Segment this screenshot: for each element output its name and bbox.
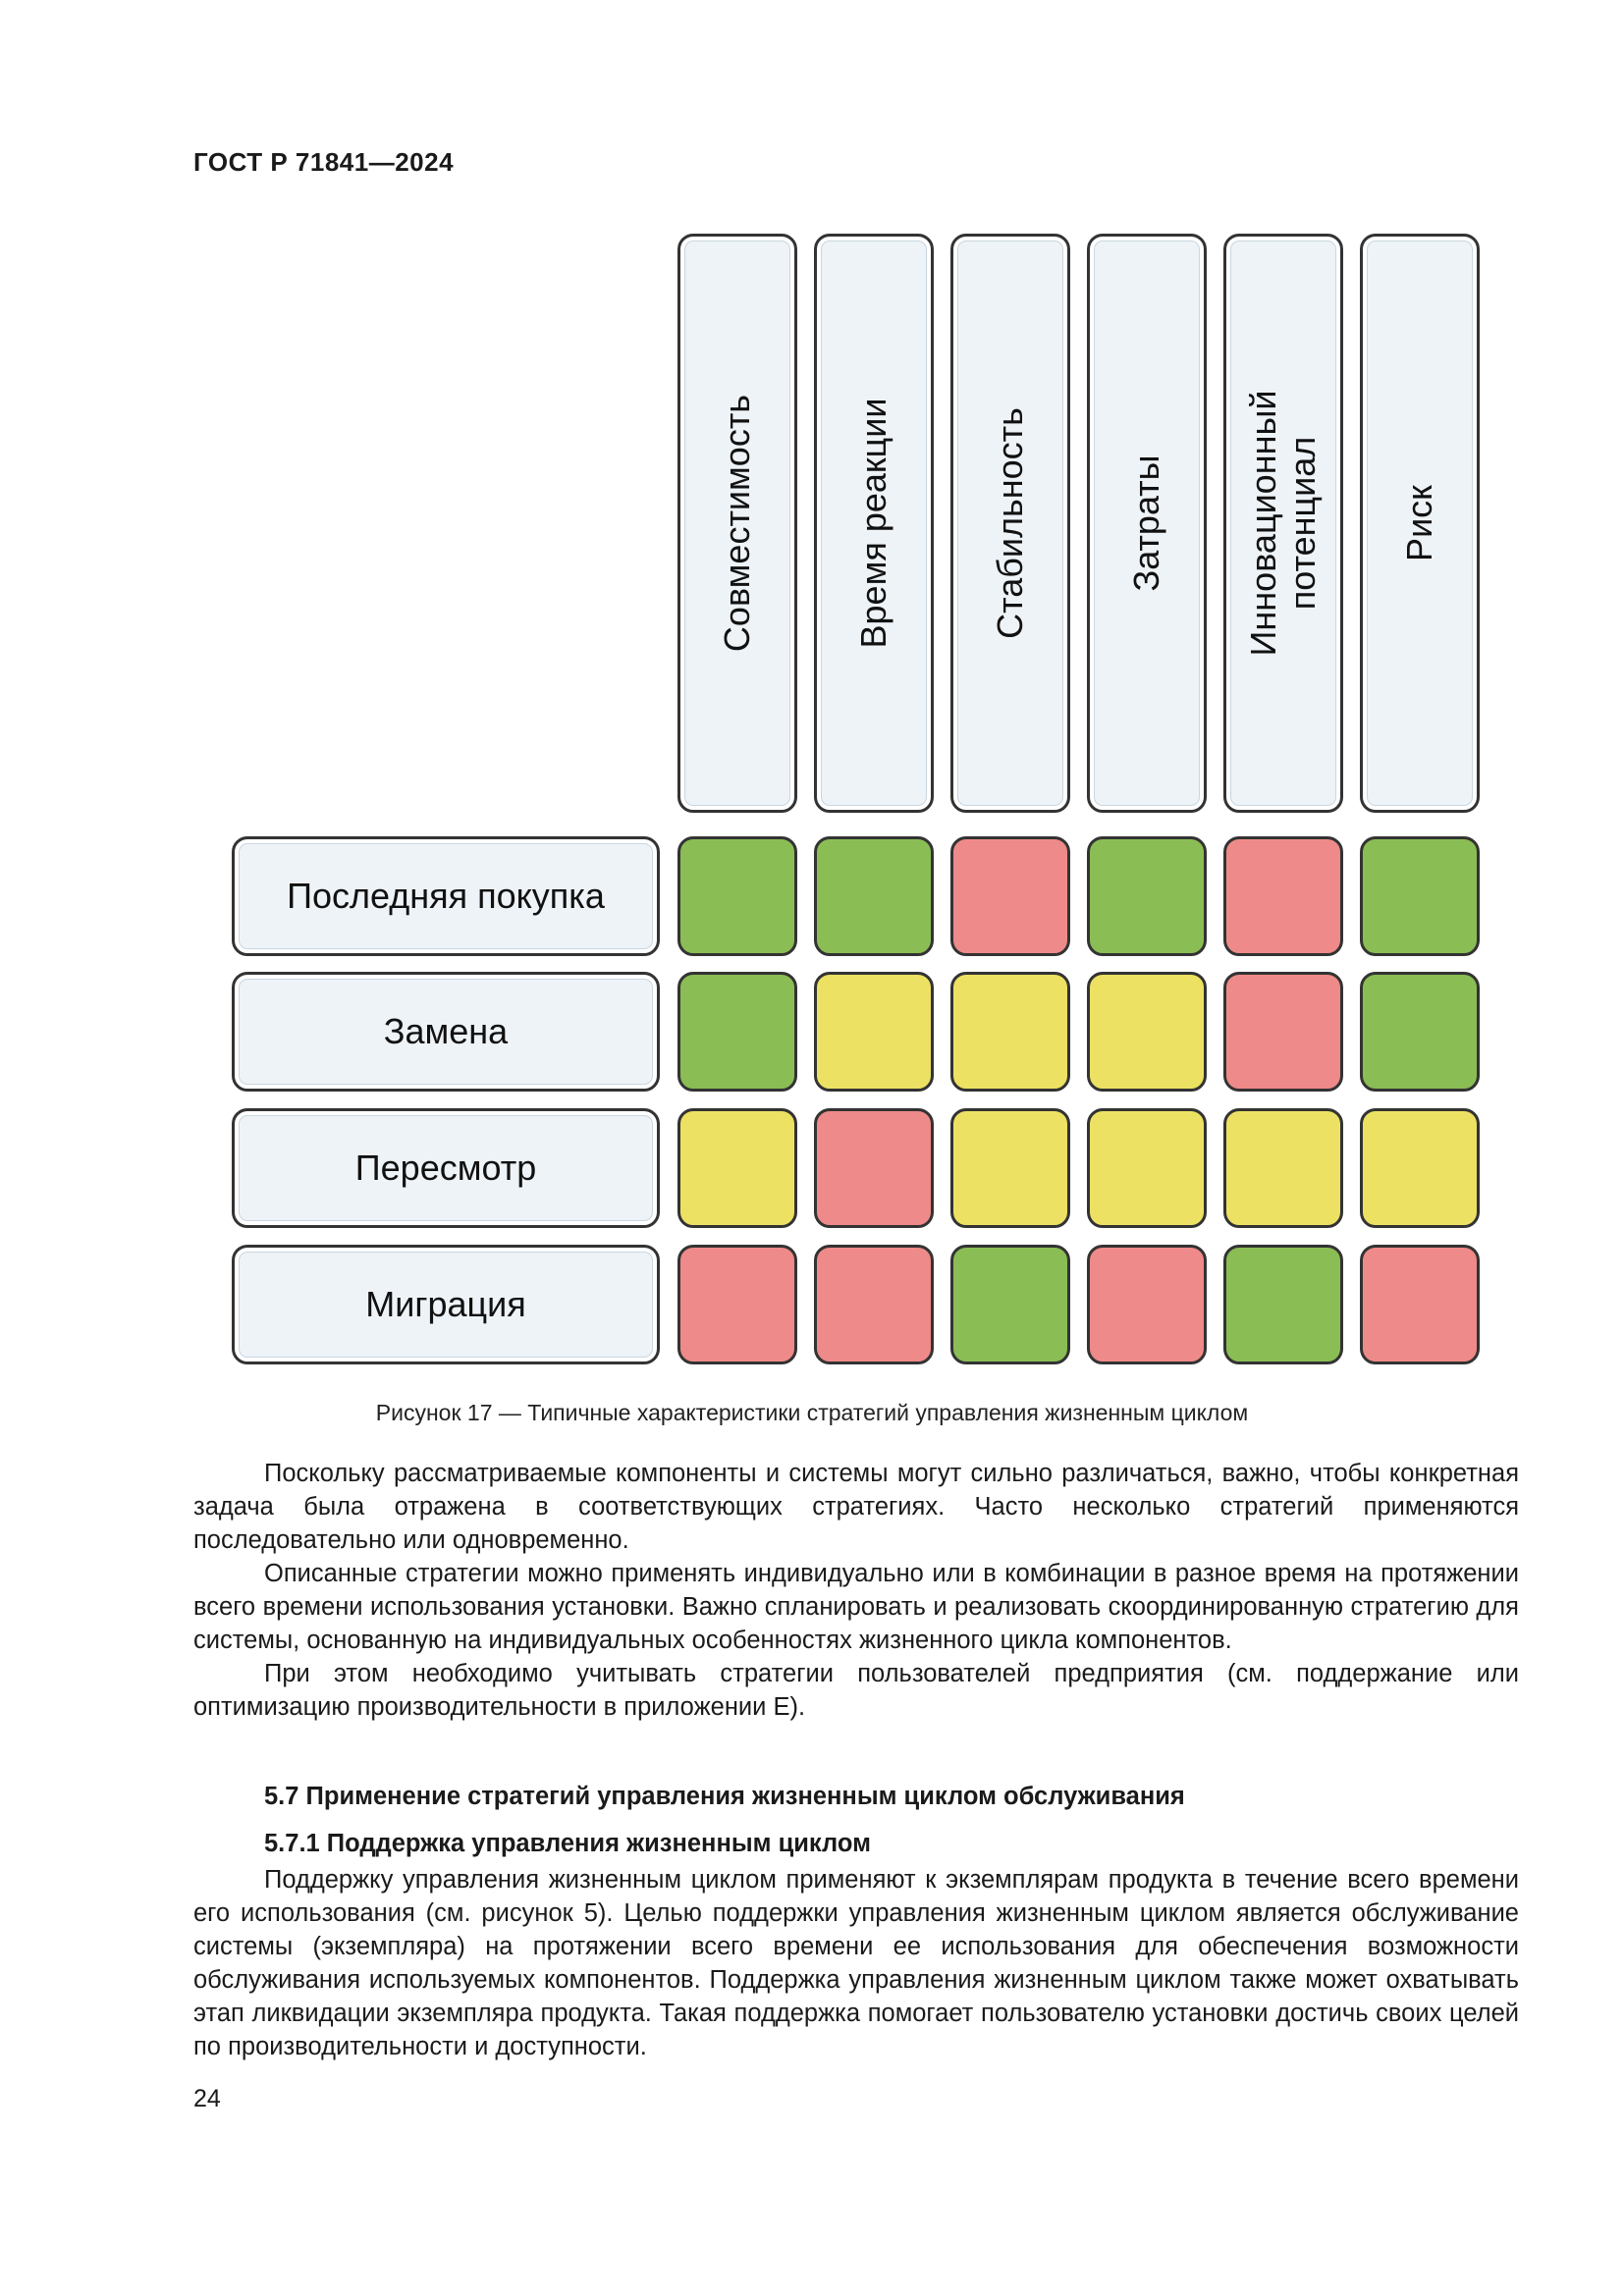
paragraph: Поскольку рассматриваемые компоненты и системы могут сильно различаться, важно, чтобы конкретная задача была отражена в соответствующих стратегиях. Часто несколько стратегий применяются последовательно или одновременно. — [193, 1460, 1519, 1554]
section-heading: 5.7 Применение стратегий управления жизненным циклом обслуживания — [264, 1783, 1185, 1810]
rating-cell-red — [1223, 972, 1343, 1092]
column-header-compatibility — [677, 234, 797, 813]
subsection-heading: 5.7.1 Поддержка управления жизненным циклом — [264, 1830, 871, 1857]
rating-cell-green — [677, 972, 797, 1092]
rating-cell-red — [1360, 1245, 1480, 1364]
column-header-reaction-time — [814, 234, 934, 813]
rating-cell-yellow — [1223, 1108, 1343, 1228]
rating-cell-yellow — [677, 1108, 797, 1228]
paragraph: Поддержку управления жизненным циклом применяют к экземплярам продукта в течение всего времени его использования (см. рисунок 5). Целью поддержки управления жизненным циклом является обслуживание системы (экземпляра) на протяжении всего времени ее использования для обеспечения возможности обслуживания используемых компонентов. Поддержка управления жизненным циклом также может охватывать этап ликвидации экземпляра продукта. Такая поддержка помогает пользователю установки достичь своих целей по производительности и доступности. — [193, 1866, 1519, 2060]
rating-cell-yellow — [1087, 972, 1207, 1092]
rating-cell-yellow — [950, 972, 1070, 1092]
row-header-label: Пересмотр — [354, 1148, 537, 1188]
column-header-label: Совместимость — [717, 394, 757, 653]
column-header-label: Инновационный потенциал — [1243, 390, 1323, 657]
column-header-label: Время реакции — [853, 398, 893, 649]
column-header-label: Стабильность — [990, 407, 1030, 639]
rating-cell-red — [814, 1108, 934, 1228]
body-text-bottom — [193, 1863, 1519, 2063]
column-header-stability — [950, 234, 1070, 813]
rating-cell-red — [1087, 1245, 1207, 1364]
row-header-migration — [232, 1245, 660, 1364]
rating-cell-green — [1360, 836, 1480, 956]
rating-cell-red — [1223, 836, 1343, 956]
column-header-label: Затраты — [1126, 454, 1166, 592]
row-header-label: Последняя покупка — [287, 876, 605, 916]
row-header-label: Миграция — [365, 1284, 526, 1324]
rating-cell-yellow — [950, 1108, 1070, 1228]
rating-cell-green — [1360, 972, 1480, 1092]
rating-cell-red — [814, 1245, 934, 1364]
rating-cell-green — [814, 836, 934, 956]
rating-cell-green — [950, 1245, 1070, 1364]
figure-caption: Рисунок 17 — Типичные характеристики стратегий управления жизненным циклом — [375, 1400, 1249, 1425]
column-header-label: Риск — [1399, 485, 1439, 561]
rating-cell-green — [677, 836, 797, 956]
page-number: 24 — [193, 2085, 221, 2112]
rating-cell-red — [677, 1245, 797, 1364]
body-text-top — [193, 1457, 1519, 1724]
row-header-revision — [232, 1108, 660, 1228]
row-header-replacement — [232, 972, 660, 1092]
paragraph: При этом необходимо учитывать стратегии пользователей предприятия (см. поддержание или оптимизацию производительности в приложении Е). — [193, 1660, 1519, 1721]
rating-cell-yellow — [1087, 1108, 1207, 1228]
rating-cell-red — [950, 836, 1070, 956]
rating-cell-green — [1087, 836, 1207, 956]
rating-cell-green — [1223, 1245, 1343, 1364]
row-header-last-purchase — [232, 836, 660, 956]
document-code: ГОСТ Р 71841—2024 — [193, 147, 455, 177]
paragraph: Описанные стратегии можно применять индивидуально или в комбинации в разное время на протяжении всего времени использования установки. Важно спланировать и реализовать скоординированную стратегию для системы, основанную на индивидуальных особенностях жизненного цикла компонентов. — [193, 1560, 1519, 1654]
rating-cell-yellow — [814, 972, 934, 1092]
row-header-label: Замена — [383, 1011, 509, 1051]
column-header-risk — [1360, 234, 1480, 813]
column-header-costs — [1087, 234, 1207, 813]
rating-cell-yellow — [1360, 1108, 1480, 1228]
column-header-innovation-potential — [1223, 234, 1343, 813]
